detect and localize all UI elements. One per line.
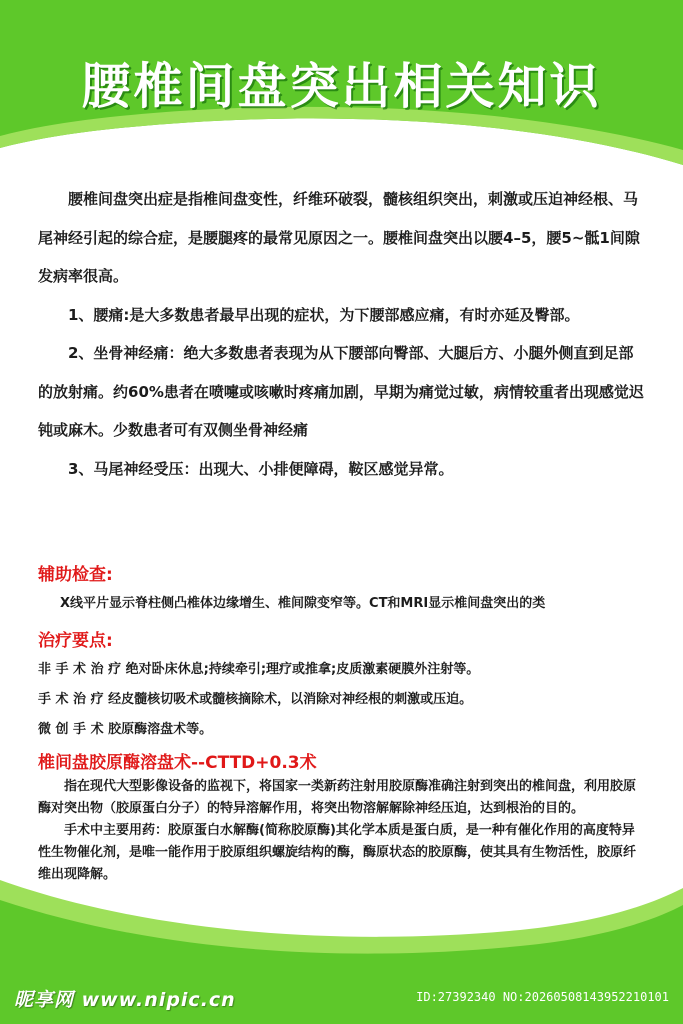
cttd-paragraph-1: 指在现代大型影像设备的监视下，将国家一类新药注射用胶原酶准确注射到突出的椎间盘，利用胶原酶对突出物（胶原蛋白分子）的特异溶解作用，将突出物溶解解除神经压迫，达到根治的目的。 <box>38 779 637 816</box>
symptom-cauda-equina: 3、马尾神经受压：出现大、小排便障碍，鞍区感觉异常。 <box>68 459 454 478</box>
aux-exam-heading: 辅助检查: <box>38 565 113 585</box>
cttd-paragraph-2: 手术中主要用药：胶原蛋白水解酶(简称胶原酶)其化学本质是蛋白质，是一种有催化作用的高度特异性生物催化剂，是唯一能作用于胶原组织螺旋结构的酶，酶原状态的胶原酶，使其具有生物活性，胶原纤维出现降解。 <box>38 823 637 882</box>
treatment-surgical: 手 术 治 疗 经皮髓核切吸术或髓核摘除术，以消除对神经根的刺激或压迫。 <box>38 692 473 707</box>
watermark-logo: 昵享网 www.nipic.cn <box>14 989 236 1011</box>
treatment-heading: 治疗要点: <box>38 631 113 651</box>
symptom-sciatica: 2、坐骨神经痛：绝大多数患者表现为从下腰部向臀部、大腿后方、小腿外侧直到足部的放射痛。约60%患者在喷嚏或咳嗽时疼痛加剧，早期为痛觉过敏，病情较重者出现感觉迟钝或麻木。少数患者可有双侧坐骨神经痛 <box>38 344 644 439</box>
cttd-heading: 椎间盘胶原酶溶盘术--CTTD+0.3术 <box>38 753 317 773</box>
cttd-description <box>38 776 646 886</box>
aux-exam-text: X线平片显示脊柱侧凸椎体边缘增生、椎间隙变窄等。CT和MRI显示椎间盘突出的类 <box>60 596 546 611</box>
treatment-non-surgical: 非 手 术 治 疗 绝对卧床休息;持续牵引;理疗或推拿;皮质激素硬膜外注射等。 <box>38 662 480 677</box>
intro-section <box>38 180 646 488</box>
image-id-text: ID:27392340 NO:20260508143952210101 <box>416 990 669 1004</box>
page-title: 腰椎间盘突出相关知识 <box>81 58 602 115</box>
symptom-low-back-pain: 1、腰痛:是大多数患者最早出现的症状，为下腰部感应痛，有时亦延及臀部。 <box>68 305 580 324</box>
intro-paragraph: 腰椎间盘突出症是指椎间盘变性，纤维环破裂，髓核组织突出，刺激或压迫神经根、马尾神经引起的综合症，是腰腿疼的最常见原因之一。腰椎间盘突出以腰4–5，腰5~骶1间隙发病率很高。 <box>38 190 640 285</box>
treatment-minimally-invasive: 微 创 手 术 胶原酶溶盘术等。 <box>38 722 213 737</box>
